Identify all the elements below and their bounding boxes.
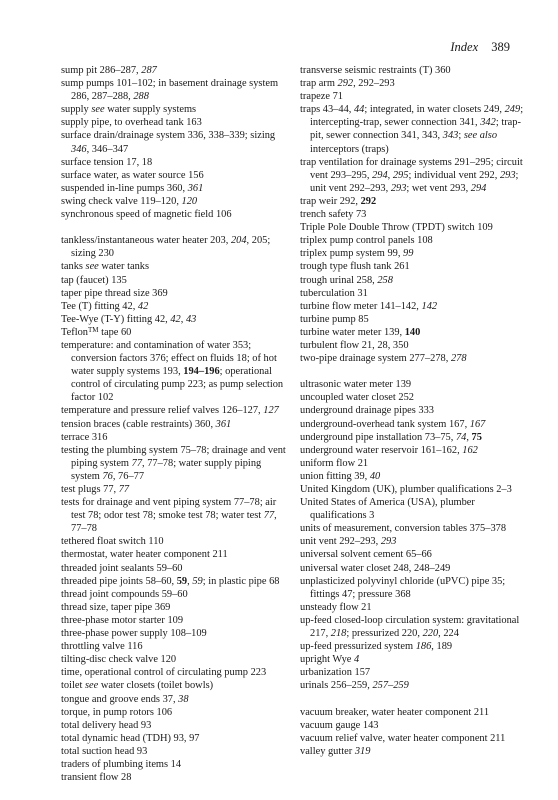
index-column-left [61,64,289,784]
index-entry [61,208,289,221]
index-entry [300,274,528,287]
entry-text: vacuum gauge 143 [300,719,379,731]
page-ref-italic: 293 [380,536,397,548]
page-ref-bold: 59 [176,575,188,587]
page-ref-italic: 294 [470,182,487,194]
entry-text: urinals 256–259, [300,680,373,692]
entry-text: valley gutter [300,745,355,757]
entry-text: universal water closet 248, 248–249 [300,562,451,574]
index-entry [300,470,528,483]
entry-text: ; wet vent 293, [406,182,471,194]
index-entry [61,129,289,155]
section-gap [300,365,528,378]
index-entry [61,326,289,339]
index-entry [300,339,528,352]
index-entry [61,339,289,404]
entry-text: , 189 [431,641,453,653]
page-ref-italic: 295 [392,169,409,181]
page-ref-italic: 74 [455,431,467,443]
entry-text: underground drainage pipes 333 [300,405,434,417]
index-entry [300,247,528,260]
entry-text: water closets (toilet bowls) [98,680,214,692]
entry-text: testing the plumbing system 75–78; drainage and vent piping system [61,444,286,469]
index-entry [300,234,528,247]
index-entry [61,588,289,601]
entry-text: tankless/instantaneous water heater 203, [61,235,231,247]
page-ref-italic: 44 [353,104,365,116]
entry-text: ; unit vent 292–293, [310,169,519,194]
index-entry [300,444,528,457]
index-entry [300,562,528,575]
entry-text: unit vent 292–293, [300,536,381,548]
entry-text: total dynamic head (TDH) 93, 97 [61,732,200,744]
entry-text: tension braces (cable restraints) 360, [61,418,216,430]
page-ref-italic: see [84,680,99,692]
entry-text: two-pipe drainage system 277–278, [300,353,451,365]
entry-text: , 346–347 [86,143,129,155]
index-entry [61,601,289,614]
entry-text: turbine pump 85 [300,313,369,325]
entry-text: triplex pump system 99, [300,248,404,260]
entry-text: ; trap-pit, sewer connection 341, 343, [310,117,521,142]
entry-text: tests for drainage and vent piping system 77–78; air test 78; odor test 78; smoke test 78; water test [61,497,277,522]
entry-text: thermostat, water heater component 211 [61,549,228,561]
page-ref-italic: 361 [187,182,204,194]
entry-text: trough type flush tank 261 [300,261,410,273]
index-entry [300,103,528,155]
index-entry [300,287,528,300]
page-ref-italic: 342 [480,117,496,129]
page-ref-italic: 162 [462,444,478,456]
page-ref-italic: 4 [354,654,360,666]
entry-text: temperature: and contamination of water 353; conversion factors 376; effect on fluids 18; of hot water supply systems 193, [61,339,277,378]
index-entry [300,352,528,365]
page-ref-italic: 127 [263,405,279,417]
index-entry [61,260,289,273]
entry-text: tongue and groove ends 37, [61,693,179,705]
entry-text: , [187,575,193,587]
entry-text: torque, in pump rotors 106 [61,706,173,718]
entry-text: , 76–77 [112,470,145,482]
page-ref-bold: 75 [471,431,482,443]
entry-text: , 77–78; water supply piping system [71,457,262,482]
index-entry [300,300,528,313]
page-ref-bold: 292 [360,195,377,207]
entry-text: sump pit 286–287, [61,65,142,76]
index-entry [300,313,528,326]
entry-text: turbine water meter 139, [300,326,405,338]
entry-text: temperature and pressure relief valves 126–127, [61,405,264,417]
page-ref-italic: 294 [372,169,388,181]
entry-text: suspended in-line pumps 360, [61,182,188,194]
index-entry [61,313,289,326]
index-entry [61,496,289,535]
entry-text: TM [87,325,99,334]
index-entry [300,326,528,339]
entry-text: tuberculation 31 [300,287,368,299]
index-entry [61,418,289,431]
entry-text: trench safety 73 [300,209,367,221]
entry-text: surface tension 17, 18 [61,156,153,168]
entry-text: transient flow 28 [61,772,132,784]
page-number: 389 [491,40,510,54]
entry-text: ; in plastic pipe 68 [202,575,280,587]
entry-text: triplex pump control panels 108 [300,235,433,247]
page-ref-italic: 257–259 [372,680,409,692]
entry-text: surface water, as water source 156 [61,169,204,181]
entry-text: trap weir 292, [300,195,361,207]
index-entry [61,627,289,640]
index-entry [300,548,528,561]
index-entry [61,562,289,575]
index-entry [61,535,289,548]
page-ref-italic: 288 [133,91,149,103]
entry-text: upright Wye [300,654,355,666]
entry-text: up-feed closed-loop circulation system: gravitational 217, [300,614,520,640]
entry-text: , [387,169,393,181]
entry-text: ; individual vent 292, [408,169,500,181]
page-ref-italic: 40 [369,470,381,482]
entry-text: , 205; sizing 230 [71,235,271,260]
index-entry [61,679,289,692]
index-entry [300,535,528,548]
entry-text: tap (faucet) 135 [61,274,127,286]
entry-text: trap arm [300,78,338,90]
entry-text: thread joint compounds 59–60 [61,588,188,600]
page-ref-italic: 77 [263,510,275,522]
entry-text: supply [61,104,92,116]
page-ref-italic: 292 [337,78,354,90]
entry-text: transverse seismic restraints (T) 360 [300,65,451,76]
page-ref-bold: 194–196 [183,366,220,378]
page-ref-italic: 258 [377,274,393,286]
entry-text: sump pumps 101–102; in basement drainage system 286, 287–288, [61,78,279,103]
index-entry [61,771,289,784]
index-entry [300,260,528,273]
index-entry [61,693,289,706]
index-entry [61,195,289,208]
entry-text: throttling valve 116 [61,641,143,653]
index-entry [300,90,528,103]
entry-text: uniform flow 21 [300,457,369,469]
entry-text: total suction head 93 [61,745,148,757]
entry-text: union fitting 39, [300,470,370,482]
section-gap [300,693,528,706]
entry-text: total delivery head 93 [61,719,152,731]
index-entry [61,614,289,627]
index-entry [61,169,289,182]
index-entry [61,666,289,679]
entry-text: vacuum breaker, water heater component 211 [300,706,490,718]
index-entry [61,653,289,666]
index-entry [61,156,289,169]
entry-text: Triple Pole Double Throw (TPDT) switch 109 [300,222,493,234]
entry-text: supply pipe, to overhead tank 163 [61,117,202,129]
entry-text: synchronous speed of magnetic field 106 [61,209,232,221]
entry-text: Teflon [61,326,88,338]
entry-text: , 224 [438,628,459,640]
index-entry [300,378,528,391]
index-entry [61,300,289,313]
page-ref-italic: 220 [422,628,439,640]
index-entry [61,444,289,483]
index-entry [300,496,528,522]
page-ref-italic: 293 [499,169,516,181]
index-entry [300,679,528,692]
index-entry [61,103,289,116]
page-ref-italic: 142 [421,300,438,312]
index-entry [61,182,289,195]
page-ref-italic: 77 [131,457,143,469]
index-entry [300,457,528,470]
page-ref-italic: see also [463,130,498,142]
entry-text: United States of America (USA), plumber qualifications 3 [300,497,475,522]
entry-text: three-phase power supply 108–109 [61,628,207,640]
entry-text: universal solvent cement 65–66 [300,549,432,561]
index-entry [61,234,289,260]
entry-text: uncoupled water closet 252 [300,392,414,404]
index-entry [300,156,528,195]
entry-text: trapeze 71 [300,91,343,103]
index-entry [300,745,528,758]
entry-text: tethered float switch 110 [61,536,164,548]
entry-text: underground-overhead tank system 167, [300,418,470,430]
entry-text: ; intercepting-trap, sewer connection 341, [310,104,524,129]
entry-text: taper pipe thread size 369 [61,287,168,299]
entry-text: ; [458,130,464,142]
index-entry [300,391,528,404]
page-ref-italic: 167 [469,418,486,430]
index-entry [300,221,528,234]
entry-text: toilet [61,680,85,692]
entry-text: interceptors (traps) [310,143,389,155]
entry-text: turbulent flow 21, 28, 350 [300,339,409,351]
page-ref-italic: 361 [215,418,232,430]
index-entry [61,758,289,771]
entry-text: tape 60 [98,326,132,338]
index-entry [61,575,289,588]
header-title: Index [450,40,479,54]
entry-text: unsteady flow 21 [300,601,372,613]
index-entry [300,732,528,745]
page-ref-italic: 287 [141,65,157,76]
entry-text: turbine flow meter 141–142, [300,300,422,312]
entry-text: Tee-Wye (T-Y) fitting 42, [61,313,171,325]
index-entry [300,575,528,601]
entry-text: terrace 316 [61,431,108,443]
entry-text: test plugs 77, [61,484,119,495]
entry-text: threaded pipe joints 58–60, [61,575,177,587]
page-ref-italic: 319 [354,745,371,757]
entry-text: , 77–78 [71,510,277,535]
entry-text: traders of plumbing items 14 [61,758,182,770]
entry-text: ; integrated, in water closets 249, [364,104,505,116]
index-entry [61,64,289,77]
page-ref-italic: 76 [102,470,113,482]
index-entry [300,719,528,732]
index-entry [300,431,528,444]
index-entry [61,116,289,129]
index-entry [300,601,528,614]
page-ref-italic: 218 [330,628,347,640]
page-ref-italic: 120 [181,195,198,207]
entry-text: underground pipe installation 73–75, [300,431,456,443]
entry-text: surface drain/drainage system 336, 338–339; sizing [61,130,276,142]
index-entry [61,640,289,653]
entry-text: trough urinal 258, [300,274,378,286]
index-entry [61,404,289,417]
entry-text: Tee (T) fitting 42, [61,300,138,312]
index-entry [300,614,528,640]
page-ref-italic: 343 [442,130,459,142]
entry-text: vacuum relief valve, water heater component 211 [300,732,506,744]
entry-text: United Kingdom (UK), plumber qualifications 2–3 [300,484,512,495]
page-ref-italic: 43 [185,313,197,325]
index-entry [61,706,289,719]
index-entry [300,195,528,208]
index-entry [300,706,528,719]
entry-text: ultrasonic water meter 139 [300,379,412,391]
page-ref-italic: 249 [504,104,521,116]
index-entry [300,208,528,221]
index-entry [300,404,528,417]
entry-text: threaded joint sealants 59–60 [61,562,183,574]
index-entry [61,77,289,103]
entry-text: traps 43–44, [300,104,354,116]
index-entry [300,418,528,431]
index-entry [61,732,289,745]
index-column-right [300,64,528,758]
entry-text: tanks [61,261,86,273]
running-header [450,40,510,55]
index-entry [300,483,528,496]
page-ref-italic: 77 [118,484,130,495]
entry-text: water tanks [98,261,150,273]
index-entry [300,77,528,90]
index-entry [300,640,528,653]
page-ref-italic: 346 [71,143,87,155]
page-ref-italic: 293 [390,182,407,194]
entry-text: water supply systems [104,104,197,116]
index-entry [300,653,528,666]
page-ref-italic: 278 [450,353,467,365]
index-entry [61,274,289,287]
entry-text: , 292–293 [353,78,395,90]
entry-text: time, operational control of circulating pump 223 [61,667,267,679]
index-entry [61,483,289,496]
page-ref-italic: see [91,104,105,116]
page-ref-italic: 99 [403,248,414,260]
index-entry [61,287,289,300]
entry-text: unplasticized polyvinyl chloride (uPVC) pipe 35; fittings 47; pressure 368 [300,575,506,600]
entry-text: units of measurement, conversion tables 375–378 [300,523,507,535]
index-entry [61,548,289,561]
page-ref-italic: 59 [192,575,203,587]
index-entry [61,431,289,444]
index-entry [61,719,289,732]
entry-text: tilting-disc check valve 120 [61,654,177,666]
entry-text: , [180,313,186,325]
entry-text: swing check valve 119–120, [61,195,182,207]
entry-text: up-feed pressurized system [300,641,416,653]
entry-text: trap ventilation for drainage systems 291–295; circuit vent 293–295, [300,156,523,181]
index-entry [300,522,528,535]
entry-text: ; pressurized 220, [346,628,423,640]
page-ref-italic: 42 [137,300,149,312]
entry-text: , [466,431,472,443]
entry-text: urbanization 157 [300,667,371,679]
entry-text: three-phase motor starter 109 [61,614,184,626]
page-ref-italic: 204 [230,235,247,247]
entry-text: underground water reservoir 161–162, [300,444,463,456]
index-entry [300,64,528,77]
page-ref-bold: 140 [404,326,421,338]
entry-text: thread size, taper pipe 369 [61,601,171,613]
page-ref-italic: 42 [170,313,181,325]
entry-text: ; operational control of circulating pump 223; as pump selection factor 102 [71,366,284,404]
index-entry [300,666,528,679]
page-ref-italic: 38 [178,693,189,705]
page-ref-italic: see [85,261,99,273]
page-ref-italic: 186 [415,641,432,653]
section-gap [61,221,289,234]
index-entry [61,745,289,758]
